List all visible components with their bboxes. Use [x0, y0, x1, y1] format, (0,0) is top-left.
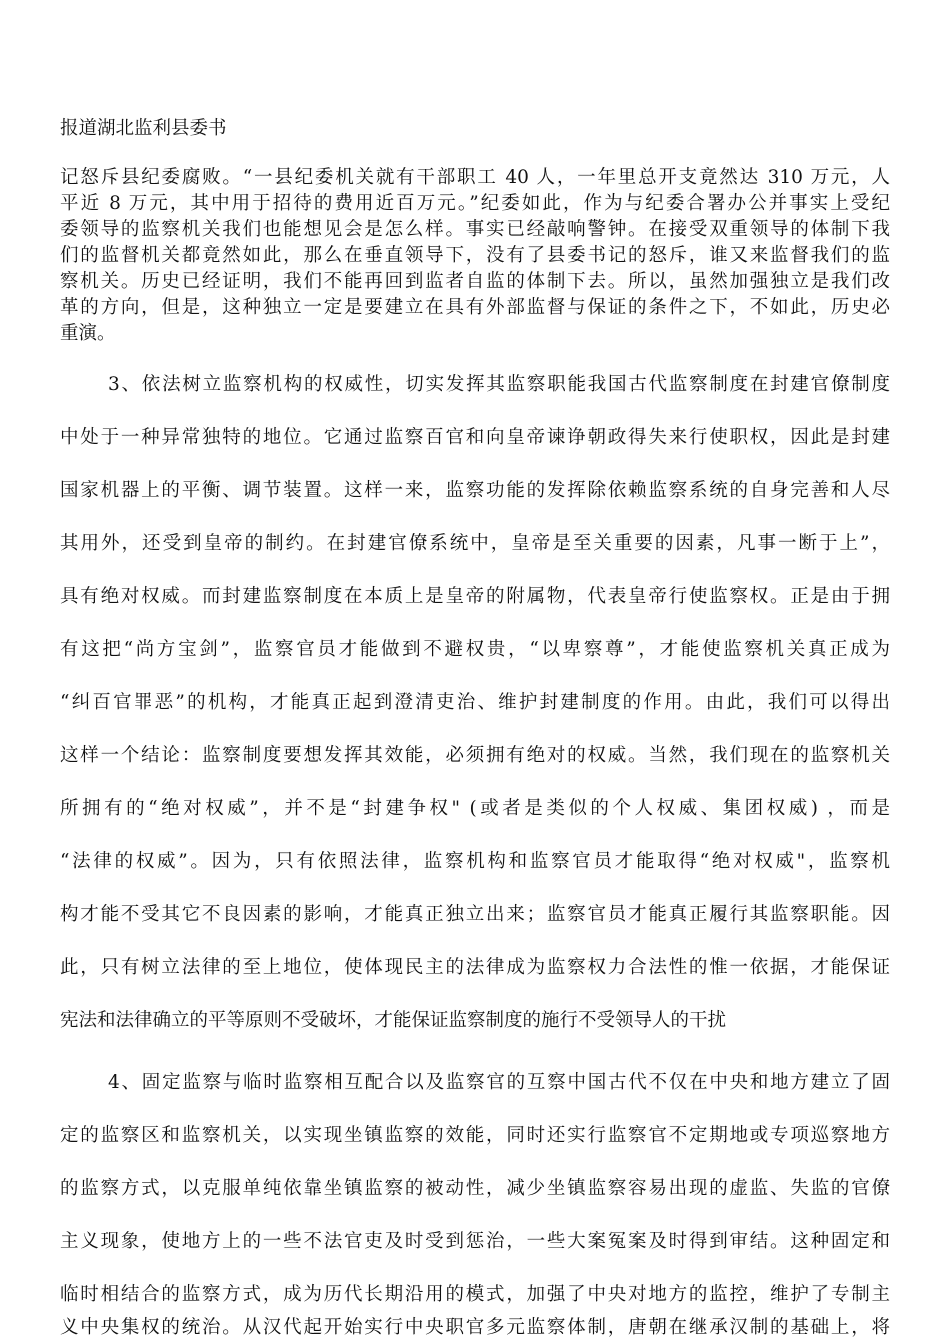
- paragraph-1-line: 平近 8 万元，其中用于招待的费用近百万元。”纪委如此，作为与纪委合署办公并事实上受纪: [60, 193, 890, 214]
- paragraph-3-line: 义中央集权的统治。从汉代起开始实行中央职官多元监察体制，唐朝在继承汉制的基础上，将: [60, 1317, 890, 1338]
- paragraph-3-line: 定的监察区和监察机关，以实现坐镇监察的效能，同时还实行监察官不定期地或专项巡察地方: [60, 1125, 890, 1146]
- paragraph-2-line: 所拥有的“绝对权威”，并不是“封建争权" (或者是类似的个人权威、集团权威) ，而是: [60, 798, 890, 819]
- paragraph-1-line: 们的监督机关都竟然如此，那么在垂直领导下，没有了县委书记的怒斥，谁又来监督我们的监: [60, 245, 890, 266]
- paragraph-2-line: 构才能不受其它不良因素的影响，才能真正独立出来；监察官员才能真正履行其监察职能。因: [60, 904, 890, 925]
- paragraph-3-line: 主义现象，使地方上的一些不法官吏及时受到惩治，一些大案冤案及时得到审结。这种固定和: [60, 1231, 890, 1252]
- paragraph-3-line: 4、固定监察与临时监察相互配合以及监察官的互察中国古代不仅在中央和地方建立了固: [108, 1072, 890, 1093]
- paragraph-1-line: 察机关。历史已经证明，我们不能再回到监者自监的体制下去。所以，虽然加强独立是我们改: [60, 271, 890, 292]
- paragraph-1-line: 委领导的监察机关我们也能想见会是怎么样。事实已经敲响警钟。在接受双重领导的体制下我: [60, 219, 890, 240]
- paragraph-1-line: 重演。: [60, 323, 116, 344]
- paragraph-2-line: “纠百官罪恶”的机构，才能真正起到澄清吏治、维护封建制度的作用。由此，我们可以得出: [60, 692, 890, 713]
- paragraph-2-line: 这样一个结论：监察制度要想发挥其效能，必须拥有绝对的权威。当然，我们现在的监察机关: [60, 745, 890, 766]
- paragraph-1-line: 记怒斥县纪委腐败。“一县纪委机关就有干部职工 40 人，一年里总开支竟然达 310 万元，人: [60, 167, 890, 188]
- paragraph-2-line: 国家机器上的平衡、调节装置。这样一来，监察功能的发挥除依赖监察系统的自身完善和人尽: [60, 480, 890, 501]
- paragraph-2-line: 中处于一种异常独特的地位。它通过监察百官和向皇帝谏诤朝政得失来行使职权，因此是封建: [60, 427, 890, 448]
- paragraph-2-line: 宪法和法律确立的平等原则不受破坏，才能保证监察制度的施行不受领导人的干扰: [60, 1010, 727, 1031]
- paragraph-2-line: 此，只有树立法律的至上地位，使体现民主的法律成为监察权力合法性的惟一依据，才能保证: [60, 957, 890, 978]
- heading-line: 报道湖北监利县委书: [60, 118, 227, 139]
- paragraph-3-line: 的监察方式，以克服单纯依靠坐镇监察的被动性，减少坐镇监察容易出现的虚监、失监的官僚: [60, 1178, 890, 1199]
- paragraph-2-line: “法律的权威”。因为，只有依照法律，监察机构和监察官员才能取得“绝对权威"，监察机: [60, 851, 890, 872]
- paragraph-2-line: 有这把“尚方宝剑”，监察官员才能做到不避权贵，“以卑察尊”，才能使监察机关真正成为: [60, 639, 890, 660]
- paragraph-1-line: 革的方向，但是，这种独立一定是要建立在具有外部监督与保证的条件之下，不如此，历史必: [60, 297, 890, 318]
- paragraph-2-line: 其用外，还受到皇帝的制约。在封建官僚系统中，皇帝是至关重要的因素，凡事一断于上”，: [60, 533, 890, 554]
- paragraph-3-line: 临时相结合的监察方式，成为历代长期沿用的模式，加强了中央对地方的监控，维护了专制主: [60, 1284, 890, 1305]
- paragraph-2-line: 3、依法树立监察机构的权威性，切实发挥其监察职能我国古代监察制度在封建官僚制度: [108, 374, 890, 395]
- paragraph-2-line: 具有绝对权威。而封建监察制度在本质上是皇帝的附属物，代表皇帝行使监察权。正是由于拥: [60, 586, 890, 607]
